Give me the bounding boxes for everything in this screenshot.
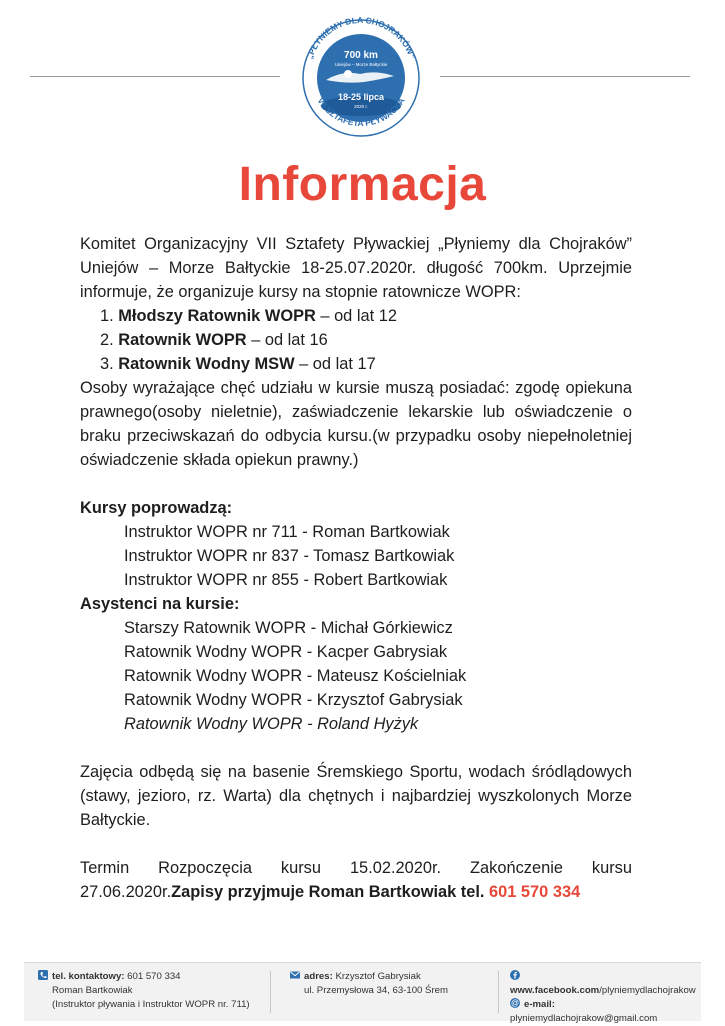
logo-year: 2020 r. bbox=[354, 104, 368, 109]
instructor-item: Instruktor WOPR nr 855 - Robert Bartkowiak bbox=[124, 571, 448, 589]
assistant-item: Ratownik Wodny WOPR - Kacper Gabrysiak bbox=[124, 643, 448, 661]
logo-arc-top: „PŁYNIEMY DLA CHOJRAKÓW” bbox=[304, 14, 418, 61]
at-sign-icon bbox=[510, 998, 520, 1008]
facebook-icon bbox=[510, 970, 520, 980]
footer-online bbox=[510, 970, 700, 1026]
assistants-heading: Asystenci na kursie: bbox=[80, 595, 240, 613]
logo-distance: 700 km bbox=[344, 50, 378, 61]
footer-contact: tel. kontaktowy: 601 570 334 Roman Bartkowiak (Instruktor pływania i Instruktor WOPR nr. 711) bbox=[38, 970, 258, 1012]
email-link[interactable]: @ e-mail: plyniemydlachojrakow@gmail.com bbox=[510, 998, 658, 1024]
assistant-item: Ratownik Wodny WOPR - Krzysztof Gabrysiak bbox=[124, 691, 463, 709]
instructors-heading: Kursy poprowadzą: bbox=[80, 499, 233, 517]
header-divider-right bbox=[440, 76, 690, 77]
schedule-paragraph: Termin Rozpoczęcia kursu 15.02.2020r. Zakończenie kursu 27.06.2020r.Zapisy przyjmuje Roman Bartkowiak tel. 601 570 334 bbox=[80, 859, 632, 901]
logo-route: Uniejów – Morze Bałtyckie bbox=[334, 62, 388, 67]
header-divider-left bbox=[30, 76, 280, 77]
requirements-paragraph: Osoby wyrażające chęć udziału w kursie muszą posiadać: zgodę opiekuna prawnego(osoby nieletnie), zaświadczenie lekarskie lub oświadczenie o braku przeciwskazań do odbycia kursu.(w przypadku osoby niepełnoletniej oświadczenie składa opiekun prawny.) bbox=[80, 379, 632, 469]
instructor-item: Instruktor WOPR nr 837 - Tomasz Bartkowiak bbox=[124, 547, 455, 565]
relay-logo bbox=[280, 14, 442, 142]
course-list bbox=[80, 304, 632, 376]
phone-icon bbox=[38, 970, 48, 980]
registration-phone: 601 570 334 bbox=[489, 883, 581, 901]
assistant-item: Ratownik Wodny WOPR - Roland Hyżyk bbox=[124, 715, 419, 733]
assistant-item: Starszy Ratownik WOPR - Michał Górkiewicz bbox=[124, 619, 453, 637]
logo-dates: 18-25 lipca bbox=[337, 92, 385, 102]
list-item: 2. Ratownik WOPR – od lat 16 bbox=[100, 331, 328, 349]
assistant-item: Ratownik Wodny WOPR - Mateusz Kościelniak bbox=[124, 667, 467, 685]
facebook-link[interactable]: www.facebook.com/plyniemydlachojrakow bbox=[510, 970, 700, 998]
footer-divider bbox=[270, 971, 271, 1013]
page-title: Informacja bbox=[238, 158, 487, 211]
footer-divider bbox=[498, 971, 499, 1013]
intro-paragraph: Komitet Organizacyjny VII Sztafety Pływackiej „Płyniemy dla Chojraków” Uniejów – Morze Bałtyckie 18-25.07.2020r. długość 700km. Uprzejmie informuje, że organizuje kursy na stopnie ratownicze WOPR: bbox=[80, 235, 632, 301]
venues-paragraph: Zajęcia odbędą się na basenie Śremskiego Sportu, wodach śródlądowych (stawy, jezioro, rz. Warta) dla chętnych i najbardziej wyszkolonych Morze Bałtyckie. bbox=[80, 763, 632, 829]
instructor-item: Instruktor WOPR nr 711 - Roman Bartkowiak bbox=[124, 523, 450, 541]
footer-address: adres: Krzysztof Gabrysiak ul. Przemysłowa 34, 63-100 Śrem bbox=[290, 970, 500, 998]
list-item: 3. Ratownik Wodny MSW – od lat 17 bbox=[100, 355, 376, 373]
envelope-icon bbox=[290, 970, 300, 980]
footer-bar bbox=[24, 962, 701, 1024]
list-item: 1. Młodszy Ratownik WOPR – od lat 12 bbox=[100, 307, 397, 325]
logo-arc-bottom: VII SZTAFETA PŁYWACKA bbox=[315, 95, 407, 129]
main-content bbox=[80, 232, 632, 904]
svg-text:@: @ bbox=[511, 998, 519, 1008]
